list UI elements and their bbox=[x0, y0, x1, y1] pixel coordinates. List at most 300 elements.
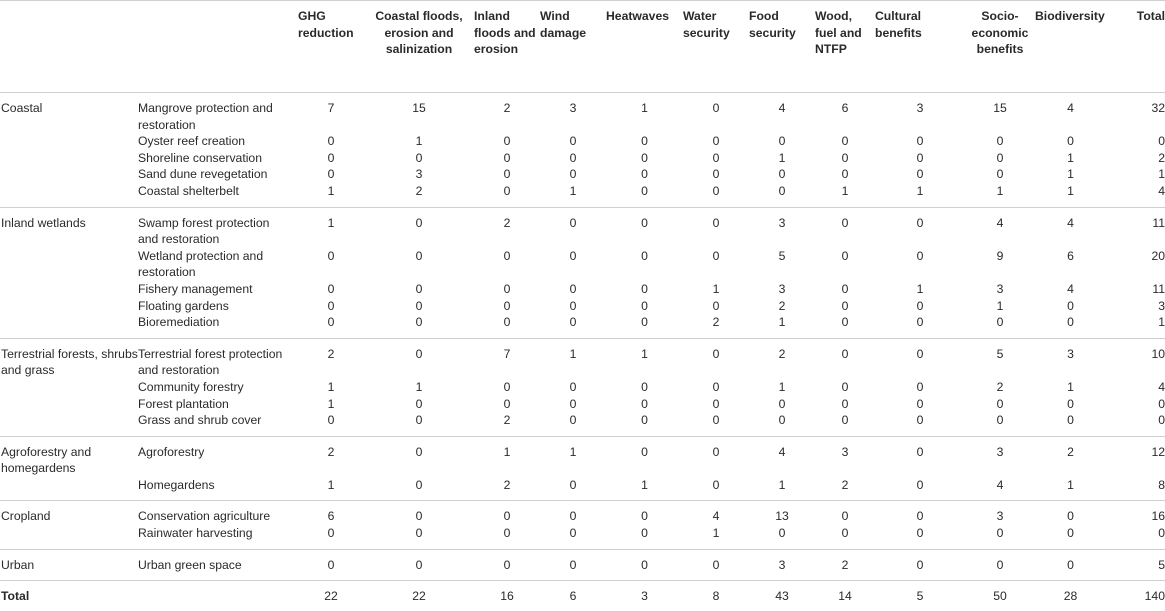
total-value-cell: 3 bbox=[606, 581, 683, 612]
value-cell: 0 bbox=[641, 444, 648, 459]
value-cell: 0 bbox=[916, 444, 924, 459]
table-group bbox=[0, 93, 1165, 208]
value-cell: 1 bbox=[327, 215, 335, 230]
intervention-cell: Bioremediation bbox=[138, 314, 298, 338]
value-cell: 7 bbox=[503, 346, 511, 361]
value-cell: 0 bbox=[606, 314, 683, 338]
intervention-cell: Oyster reef creation bbox=[138, 134, 246, 149]
value-cell: 0 bbox=[569, 298, 577, 313]
value-cell: 0 bbox=[875, 477, 965, 501]
intervention-cell: Forest plantation bbox=[138, 396, 229, 411]
total-spacer bbox=[138, 581, 298, 612]
value-cell: 6 bbox=[1067, 248, 1074, 263]
value-cell: 2 bbox=[1158, 150, 1165, 165]
table-row bbox=[0, 379, 1165, 396]
value-cell: 4 bbox=[996, 215, 1004, 230]
value-cell: 0 bbox=[841, 281, 849, 296]
total-value-cell: 22 bbox=[364, 581, 474, 612]
value-cell: 1 bbox=[606, 477, 683, 501]
value-cell: 16 bbox=[1151, 509, 1165, 524]
value-cell: 0 bbox=[916, 134, 924, 149]
value-cell: 0 bbox=[641, 134, 648, 149]
value-cell: 15 bbox=[993, 101, 1007, 115]
category-cell: Urban bbox=[0, 549, 138, 581]
value-cell: 1 bbox=[327, 396, 335, 411]
value-cell: 0 bbox=[415, 215, 423, 230]
value-cell: 0 bbox=[1067, 298, 1074, 313]
value-cell: 0 bbox=[778, 167, 786, 182]
value-cell: 0 bbox=[815, 412, 875, 436]
table-row bbox=[0, 549, 1165, 581]
value-cell: 0 bbox=[996, 167, 1004, 182]
value-cell: 1 bbox=[749, 477, 815, 501]
column-header: Heatwaves bbox=[606, 1, 683, 93]
value-cell: 20 bbox=[1151, 248, 1165, 263]
value-cell: 0 bbox=[327, 298, 335, 313]
value-cell: 1 bbox=[965, 183, 1035, 207]
intervention-cell: Conservation agriculture bbox=[138, 509, 271, 524]
value-cell: 0 bbox=[569, 134, 577, 149]
value-cell: 11 bbox=[1152, 215, 1165, 230]
value-cell: 0 bbox=[841, 509, 849, 524]
value-cell: 0 bbox=[503, 134, 511, 149]
value-cell: 4 bbox=[778, 444, 786, 459]
value-cell: 0 bbox=[503, 167, 511, 182]
value-cell: 1 bbox=[569, 444, 577, 459]
value-cell: 0 bbox=[875, 525, 965, 549]
total-value-cell: 50 bbox=[965, 581, 1035, 612]
value-cell: 1 bbox=[778, 379, 786, 394]
value-cell: 1 bbox=[1067, 150, 1074, 165]
value-cell: 0 bbox=[1158, 396, 1165, 411]
intervention-cell: Mangrove protection and restoration bbox=[138, 101, 273, 132]
value-cell: 2 bbox=[1067, 444, 1074, 459]
value-cell: 0 bbox=[540, 477, 606, 501]
value-cell: 1 bbox=[540, 183, 606, 207]
table-row bbox=[0, 298, 1165, 315]
value-cell: 3 bbox=[778, 281, 786, 296]
value-cell: 0 bbox=[641, 215, 648, 230]
total-value-cell: 5 bbox=[875, 581, 965, 612]
value-cell: 5 bbox=[996, 346, 1004, 361]
value-cell: 0 bbox=[1035, 525, 1106, 549]
value-cell: 0 bbox=[815, 314, 875, 338]
value-cell: 0 bbox=[996, 134, 1004, 149]
table-row bbox=[0, 207, 1165, 248]
value-cell: 4 bbox=[1067, 101, 1074, 115]
table-row bbox=[0, 436, 1165, 477]
value-cell: 2 bbox=[474, 412, 540, 436]
value-cell: 0 bbox=[415, 509, 423, 524]
value-cell: 2 bbox=[815, 549, 875, 581]
value-cell: 3 bbox=[996, 281, 1004, 296]
value-cell: 0 bbox=[1067, 509, 1074, 524]
value-cell: 0 bbox=[1158, 134, 1165, 149]
table-row bbox=[0, 412, 1165, 436]
value-cell: 0 bbox=[841, 134, 849, 149]
value-cell: 3 bbox=[996, 509, 1004, 524]
value-cell: 3 bbox=[841, 444, 849, 459]
value-cell: 4 bbox=[1067, 281, 1074, 296]
table-row bbox=[0, 501, 1165, 525]
intervention-cell: Agroforestry bbox=[138, 444, 205, 459]
value-cell: 1 bbox=[916, 281, 924, 296]
value-cell: 0 bbox=[474, 314, 540, 338]
value-cell: 0 bbox=[841, 346, 849, 361]
table-header bbox=[0, 1, 1165, 93]
category-cell: Inland wetlands bbox=[1, 215, 86, 230]
table-group bbox=[0, 207, 1165, 338]
value-cell: 0 bbox=[641, 248, 648, 263]
value-cell: 0 bbox=[749, 183, 815, 207]
value-cell: 0 bbox=[712, 134, 720, 149]
value-cell: 4 bbox=[1106, 183, 1165, 207]
total-value-cell: 6 bbox=[540, 581, 606, 612]
value-cell: 1 bbox=[298, 477, 364, 501]
value-cell: 3 bbox=[996, 444, 1004, 459]
table-row bbox=[0, 248, 1165, 281]
value-cell: 0 bbox=[503, 248, 511, 263]
table-row bbox=[0, 396, 1165, 413]
value-cell: 0 bbox=[712, 150, 720, 165]
table-group bbox=[0, 549, 1165, 581]
value-cell: 3 bbox=[749, 549, 815, 581]
value-cell: 7 bbox=[327, 101, 335, 115]
value-cell: 0 bbox=[916, 150, 924, 165]
value-cell: 1 bbox=[641, 101, 648, 115]
value-cell: 0 bbox=[503, 509, 511, 524]
value-cell: 0 bbox=[540, 314, 606, 338]
category-cell bbox=[0, 314, 138, 338]
value-cell: 0 bbox=[712, 396, 720, 411]
value-cell: 1 bbox=[503, 444, 511, 459]
value-cell: 2 bbox=[996, 379, 1004, 394]
value-cell: 13 bbox=[775, 509, 789, 524]
value-cell: 0 bbox=[712, 167, 720, 182]
value-cell: 10 bbox=[1151, 346, 1165, 361]
value-cell: 0 bbox=[415, 396, 423, 411]
value-cell: 0 bbox=[606, 525, 683, 549]
table-row bbox=[0, 338, 1165, 379]
intervention-cell: Homegardens bbox=[138, 477, 298, 501]
value-cell: 3 bbox=[1158, 298, 1165, 313]
value-cell: 0 bbox=[641, 298, 648, 313]
value-cell: 0 bbox=[641, 379, 648, 394]
value-cell: 3 bbox=[569, 101, 577, 115]
table-row bbox=[0, 477, 1165, 501]
value-cell: 0 bbox=[298, 314, 364, 338]
category-cell bbox=[0, 298, 138, 315]
table-row bbox=[0, 183, 1165, 207]
category-cell bbox=[0, 150, 138, 167]
value-cell: 6 bbox=[841, 101, 849, 115]
table-row bbox=[0, 281, 1165, 298]
table-row bbox=[0, 93, 1165, 134]
value-cell: 0 bbox=[503, 396, 511, 411]
value-cell: 0 bbox=[606, 183, 683, 207]
value-cell: 0 bbox=[641, 509, 648, 524]
value-cell: 2 bbox=[778, 346, 786, 361]
value-cell: 0 bbox=[749, 525, 815, 549]
value-cell: 0 bbox=[503, 379, 511, 394]
value-cell: 0 bbox=[569, 150, 577, 165]
value-cell: 0 bbox=[606, 412, 683, 436]
value-cell: 6 bbox=[327, 509, 335, 524]
value-cell: 0 bbox=[415, 346, 423, 361]
table-row bbox=[0, 525, 1165, 549]
value-cell: 2 bbox=[683, 314, 749, 338]
value-cell: 0 bbox=[569, 215, 577, 230]
value-cell: 0 bbox=[327, 150, 335, 165]
header-intervention bbox=[138, 1, 298, 93]
category-cell bbox=[0, 396, 138, 413]
value-cell: 1 bbox=[683, 525, 749, 549]
value-cell: 0 bbox=[327, 248, 335, 263]
table-row bbox=[0, 166, 1165, 183]
value-cell: 0 bbox=[1106, 525, 1165, 549]
value-cell: 2 bbox=[474, 477, 540, 501]
value-cell: 2 bbox=[503, 101, 511, 115]
value-cell: 0 bbox=[916, 298, 924, 313]
value-cell: 0 bbox=[841, 167, 849, 182]
value-cell: 0 bbox=[841, 298, 849, 313]
category-cell bbox=[0, 281, 138, 298]
value-cell: 0 bbox=[474, 525, 540, 549]
value-cell: 0 bbox=[569, 167, 577, 182]
value-cell: 0 bbox=[875, 549, 965, 581]
value-cell: 0 bbox=[712, 346, 720, 361]
value-cell: 0 bbox=[778, 134, 786, 149]
intervention-cell: Swamp forest protection and restoration bbox=[138, 215, 270, 247]
intervention-cell: Terrestrial forest protection and restoration bbox=[138, 346, 283, 378]
category-cell: Agroforestry and homegardens bbox=[1, 444, 92, 476]
value-cell: 0 bbox=[916, 379, 924, 394]
value-cell: 0 bbox=[875, 412, 965, 436]
value-cell: 0 bbox=[965, 314, 1035, 338]
value-cell: 0 bbox=[1035, 412, 1106, 436]
value-cell: 2 bbox=[815, 477, 875, 501]
value-cell: 4 bbox=[712, 509, 720, 524]
value-cell: 1 bbox=[1035, 183, 1106, 207]
value-cell: 0 bbox=[996, 150, 1004, 165]
value-cell: 0 bbox=[841, 379, 849, 394]
category-cell bbox=[0, 379, 138, 396]
value-cell: 0 bbox=[415, 248, 423, 263]
value-cell: 4 bbox=[1067, 215, 1074, 230]
value-cell: 0 bbox=[916, 346, 924, 361]
total-value-cell: 14 bbox=[815, 581, 875, 612]
value-cell: 5 bbox=[778, 248, 786, 263]
column-header: Wind damage bbox=[540, 1, 606, 93]
value-cell: 1 bbox=[298, 183, 364, 207]
value-cell: 0 bbox=[1035, 314, 1106, 338]
value-cell: 1 bbox=[415, 379, 423, 394]
value-cell: 4 bbox=[1158, 379, 1165, 394]
value-cell: 1 bbox=[327, 379, 335, 394]
value-cell: 0 bbox=[683, 412, 749, 436]
intervention-cell: Sand dune revegetation bbox=[138, 167, 268, 182]
column-header: Water security bbox=[683, 1, 749, 93]
value-cell: 0 bbox=[540, 525, 606, 549]
value-cell: 0 bbox=[641, 396, 648, 411]
value-cell: 0 bbox=[683, 183, 749, 207]
value-cell: 0 bbox=[996, 396, 1004, 411]
total-value-cell: 8 bbox=[683, 581, 749, 612]
value-cell: 0 bbox=[916, 167, 924, 182]
value-cell: 0 bbox=[298, 549, 364, 581]
category-cell bbox=[0, 166, 138, 183]
value-cell: 0 bbox=[540, 412, 606, 436]
value-cell: 0 bbox=[298, 525, 364, 549]
value-cell: 0 bbox=[569, 509, 577, 524]
category-cell bbox=[0, 412, 138, 436]
value-cell: 3 bbox=[916, 101, 924, 115]
column-header: Socio-economic benefits bbox=[965, 1, 1035, 93]
category-cell: Terrestrial forests, shrubs and grass bbox=[1, 346, 138, 378]
category-cell: Cropland bbox=[1, 509, 51, 524]
value-cell: 1 bbox=[1158, 167, 1165, 182]
table-group bbox=[0, 501, 1165, 549]
value-cell: 0 bbox=[712, 215, 720, 230]
table-group bbox=[0, 338, 1165, 436]
value-cell: 0 bbox=[749, 412, 815, 436]
value-cell: 0 bbox=[683, 477, 749, 501]
value-cell: 0 bbox=[683, 549, 749, 581]
value-cell: 3 bbox=[415, 167, 423, 182]
total-value-cell: 22 bbox=[298, 581, 364, 612]
value-cell: 1 bbox=[1067, 379, 1074, 394]
column-header: Wood, fuel and NTFP bbox=[815, 1, 875, 93]
column-header: Biodiversity bbox=[1035, 1, 1106, 93]
intervention-cell: Floating gardens bbox=[138, 298, 229, 313]
value-cell: 2 bbox=[364, 183, 474, 207]
total-value-cell: 140 bbox=[1106, 581, 1165, 612]
value-cell: 0 bbox=[540, 549, 606, 581]
value-cell: 0 bbox=[916, 396, 924, 411]
value-cell: 0 bbox=[503, 150, 511, 165]
value-cell: 1 bbox=[996, 298, 1004, 313]
value-cell: 0 bbox=[875, 314, 965, 338]
value-cell: 1 bbox=[712, 281, 720, 296]
intervention-cell: Urban green space bbox=[138, 549, 298, 581]
value-cell: 2 bbox=[327, 444, 335, 459]
value-cell: 0 bbox=[841, 396, 849, 411]
column-header: Food security bbox=[749, 1, 815, 93]
value-cell: 0 bbox=[1035, 549, 1106, 581]
intervention-cell: Coastal shelterbelt bbox=[138, 183, 298, 207]
value-cell: 1 bbox=[815, 183, 875, 207]
value-cell: 0 bbox=[503, 281, 511, 296]
total-value-cell: 43 bbox=[749, 581, 815, 612]
value-cell: 3 bbox=[1067, 346, 1074, 361]
value-cell: 0 bbox=[712, 101, 720, 115]
value-cell: 0 bbox=[415, 444, 423, 459]
category-cell bbox=[0, 248, 138, 281]
column-header: Total bbox=[1106, 1, 1165, 93]
value-cell: 1 bbox=[778, 150, 786, 165]
table-row bbox=[0, 133, 1165, 150]
category-cell bbox=[0, 525, 138, 549]
category-cell: Coastal bbox=[1, 101, 43, 115]
intervention-cell: Community forestry bbox=[138, 379, 244, 394]
value-cell: 4 bbox=[965, 477, 1035, 501]
value-cell: 0 bbox=[916, 509, 924, 524]
value-cell: 0 bbox=[415, 150, 423, 165]
value-cell: 0 bbox=[569, 396, 577, 411]
value-cell: 1 bbox=[569, 346, 577, 361]
value-cell: 0 bbox=[1067, 134, 1074, 149]
value-cell: 0 bbox=[327, 134, 335, 149]
table-row bbox=[0, 150, 1165, 167]
value-cell: 0 bbox=[569, 281, 577, 296]
value-cell: 12 bbox=[1151, 444, 1165, 459]
value-cell: 0 bbox=[815, 525, 875, 549]
value-cell: 0 bbox=[965, 412, 1035, 436]
table-row bbox=[0, 314, 1165, 338]
total-value-cell: 16 bbox=[474, 581, 540, 612]
value-cell: 9 bbox=[996, 248, 1004, 263]
value-cell: 0 bbox=[841, 215, 849, 230]
value-cell: 3 bbox=[778, 215, 786, 230]
value-cell: 0 bbox=[1067, 396, 1074, 411]
value-cell: 1 bbox=[1106, 314, 1165, 338]
value-cell: 0 bbox=[474, 549, 540, 581]
value-cell: 0 bbox=[327, 167, 335, 182]
value-cell: 0 bbox=[298, 412, 364, 436]
value-cell: 0 bbox=[364, 412, 474, 436]
value-cell: 0 bbox=[569, 379, 577, 394]
total-value-cell: 28 bbox=[1035, 581, 1106, 612]
value-cell: 8 bbox=[1106, 477, 1165, 501]
column-header: GHG reduction bbox=[298, 1, 364, 93]
value-cell: 0 bbox=[415, 298, 423, 313]
table-group bbox=[0, 436, 1165, 501]
value-cell: 0 bbox=[503, 298, 511, 313]
value-cell: 0 bbox=[778, 396, 786, 411]
value-cell: 0 bbox=[712, 298, 720, 313]
value-cell: 0 bbox=[641, 167, 648, 182]
value-cell: 1 bbox=[415, 134, 423, 149]
value-cell: 0 bbox=[641, 281, 648, 296]
category-cell bbox=[0, 477, 138, 501]
value-cell: 0 bbox=[364, 549, 474, 581]
category-cell bbox=[0, 183, 138, 207]
header-category bbox=[0, 1, 138, 93]
value-cell: 11 bbox=[1152, 281, 1165, 296]
intervention-cell: Fishery management bbox=[138, 281, 253, 296]
value-cell: 0 bbox=[364, 314, 474, 338]
value-cell: 0 bbox=[965, 525, 1035, 549]
intervention-cell: Rainwater harvesting bbox=[138, 525, 298, 549]
value-cell: 0 bbox=[965, 549, 1035, 581]
value-cell: 2 bbox=[778, 298, 786, 313]
value-cell: 0 bbox=[841, 248, 849, 263]
value-cell: 4 bbox=[778, 101, 786, 115]
value-cell: 0 bbox=[916, 215, 924, 230]
value-cell: 0 bbox=[364, 525, 474, 549]
value-cell: 0 bbox=[327, 281, 335, 296]
value-cell: 1 bbox=[749, 314, 815, 338]
value-cell: 0 bbox=[712, 248, 720, 263]
value-cell: 32 bbox=[1151, 101, 1165, 115]
value-cell: 0 bbox=[415, 281, 423, 296]
value-cell: 2 bbox=[327, 346, 335, 361]
column-header: Inland floods and erosion bbox=[474, 1, 540, 93]
value-cell: 0 bbox=[712, 379, 720, 394]
intervention-cell: Shoreline conservation bbox=[138, 150, 262, 165]
value-cell: 0 bbox=[569, 248, 577, 263]
value-cell: 2 bbox=[503, 215, 511, 230]
